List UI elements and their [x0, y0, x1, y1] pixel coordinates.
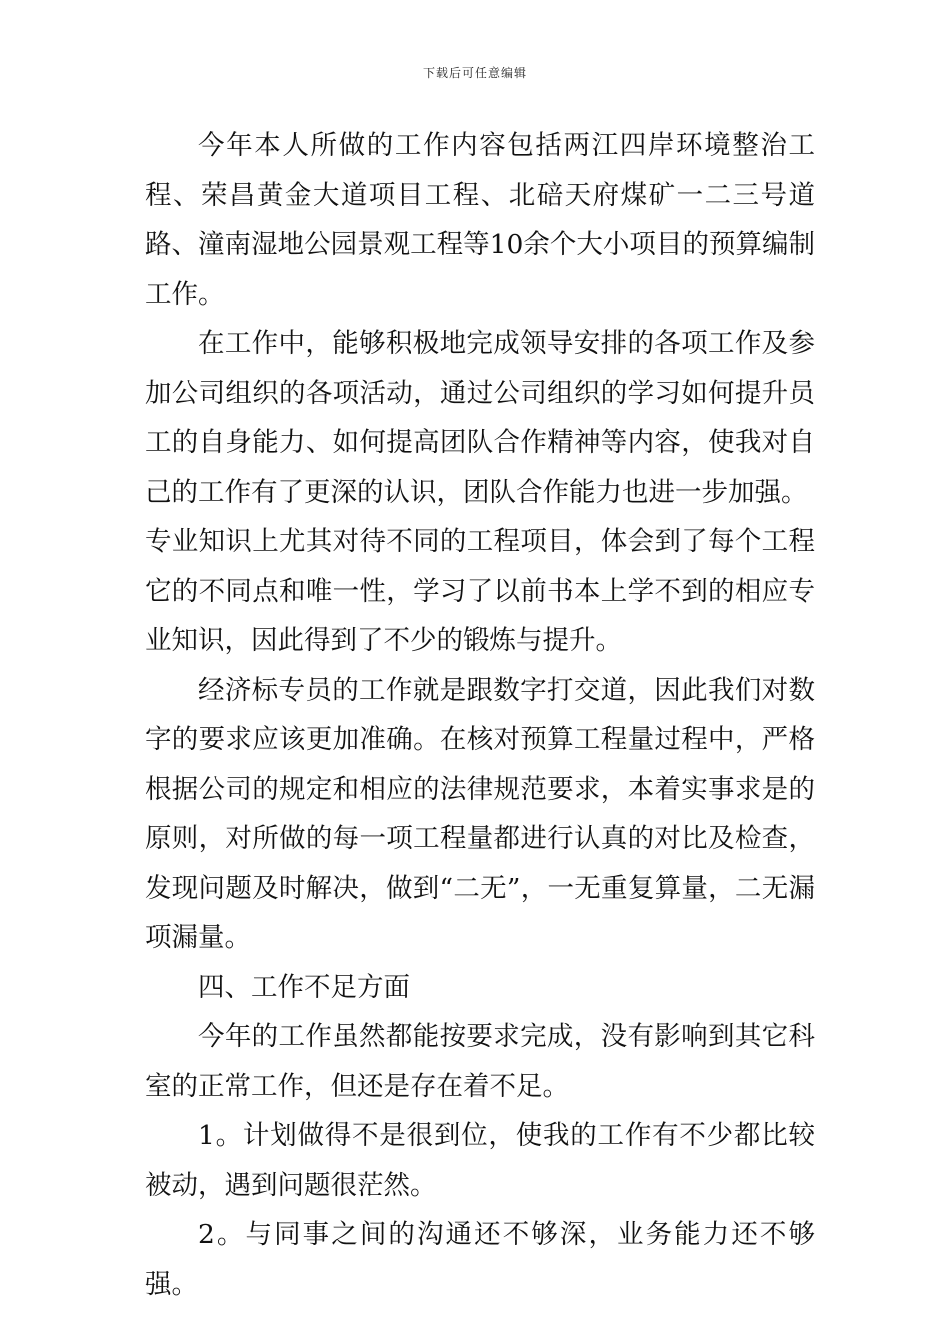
paragraph-professional-knowledge: 专业知识上尤其对待不同的工程项目，体会到了每个工程它的不同点和唯一性，学习了以前书本上学不到的相应专业知识，因此得到了不少的锻炼与提升。	[145, 526, 815, 656]
paragraph-shortcomings-intro: 今年的工作虽然都能按要求完成，没有影响到其它科室的正常工作，但还是存在着不足。	[145, 1021, 815, 1102]
section-heading-shortcomings: 四、工作不足方面	[198, 971, 410, 1003]
document-body	[145, 121, 815, 1309]
paragraph-work-attitude: 在工作中，能够积极地完成领导安排的各项工作及参加公司组织的各项活动，通过公司组织的学习如何提升员工的自身能力、如何提高团队合作精神等内容，使我对自己的工作有了更深的认识，团队合作能力也进一步加强。	[145, 328, 815, 508]
paragraph-accuracy: 经济标专员的工作就是跟数字打交道，因此我们对数字的要求应该更加准确。在核对预算工程量过程中，严格根据公司的规定和相应的法律规范要求，本着实事求是的原则，对所做的每一项工程量都进行认真的对比及检查，发现问题及时解决，做到“二无”，一无重复算量，二无漏项漏量。	[145, 674, 815, 953]
page-header: 下载后可任意编辑	[422, 66, 527, 80]
list-item-2: 2。与同事之间的沟通还不够深，业务能力还不够强。	[145, 1219, 815, 1300]
list-item-1: 1。计划做得不是很到位，使我的工作有不少都比较被动，遇到问题很茫然。	[145, 1120, 815, 1201]
paragraph-projects: 今年本人所做的工作内容包括两江四岸环境整治工程、荣昌黄金大道项目工程、北碚天府煤矿一二三号道路、潼南湿地公园景观工程等10余个大小项目的预算编制工作。	[145, 130, 815, 310]
